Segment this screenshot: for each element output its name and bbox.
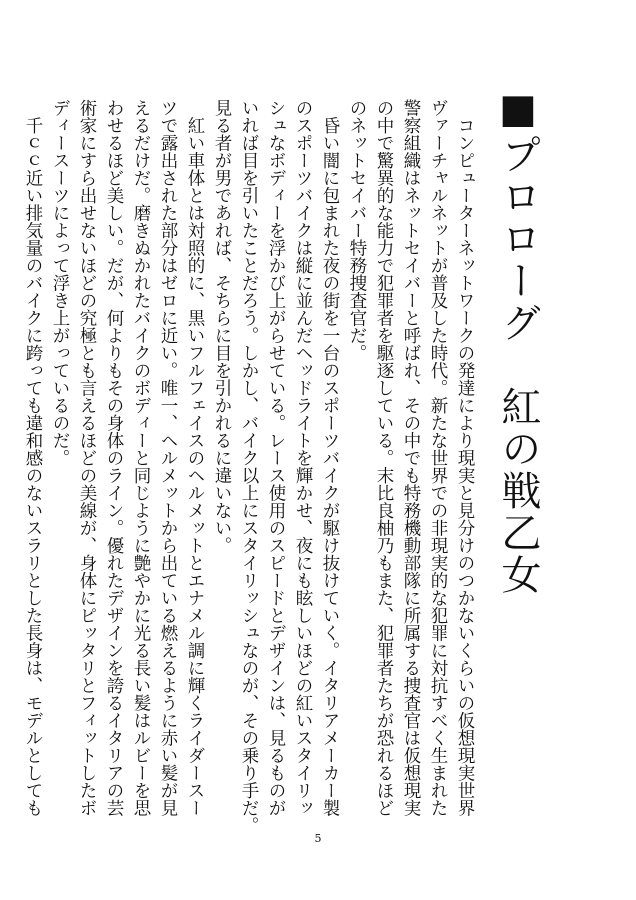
paragraph: 昏い闇に包まれた夜の街を一台のスポーツバイクが駆け抜けていく。イタリアメーカー製 のスポーツバイクは縦に並んだヘッドライトを輝かせ、夜にも眩しいほどの紅いスタイリッ シュなボディーを浮かび上がらせている。レース使用のスピードとデザインは、見るものが いれば目を引いたことだろう。しかし、バイク以上にスタイリッシュなのが、その乗り手だ。 見る者が男であれば、そちらに目を引かれるに違いない。	[212, 99, 340, 834]
body-text	[23, 99, 478, 834]
paragraph: コンピューターネットワークの発達により現実と見分けのつかないくらいの仮想現実世界 ヴァーチャルネットが普及した時代。新たな世界での非現実的な犯罪に対抗すべく生まれた 警察組織はネットセイバーと呼ばれ、その中でも特務機動部隊に所属する捜査官は仮想現実 の中で驚異的な能力で犯罪者を駆逐している。末比良柚乃もまた、犯罪者たちが恐れるほど のネットセイバー特務捜査官だ。	[347, 99, 475, 817]
page-number: 5	[314, 832, 322, 845]
chapter-title: ■プロローグ 紅の戦乙女	[495, 86, 541, 596]
paragraph: 千ｃｃ近い排気量のバイクに跨っても違和感のないスラリとした長身は、モデルとしても	[23, 99, 43, 817]
paragraph: 紅い車体とは対照的に、黒いフルフェイスのヘルメットとエナメル調に輝くライダースー ツで露出された部分はゼロに近い。唯一、ヘルメットから出ている燃えるように赤い髪が見 えるだけだ。磨きぬかれたバイクのボディーと同じように艶やかに光る長い髪はルビーを思 わせるほど美しい。だが、何よりもその身体のライン。優れたデザインを誇るイタリアの芸 術家にすら出せないほどの究極とも言えるほどの美線が、身体にピッタリとフィットしたボ ディースーツによって浮き上がっているのだ。	[50, 99, 205, 817]
